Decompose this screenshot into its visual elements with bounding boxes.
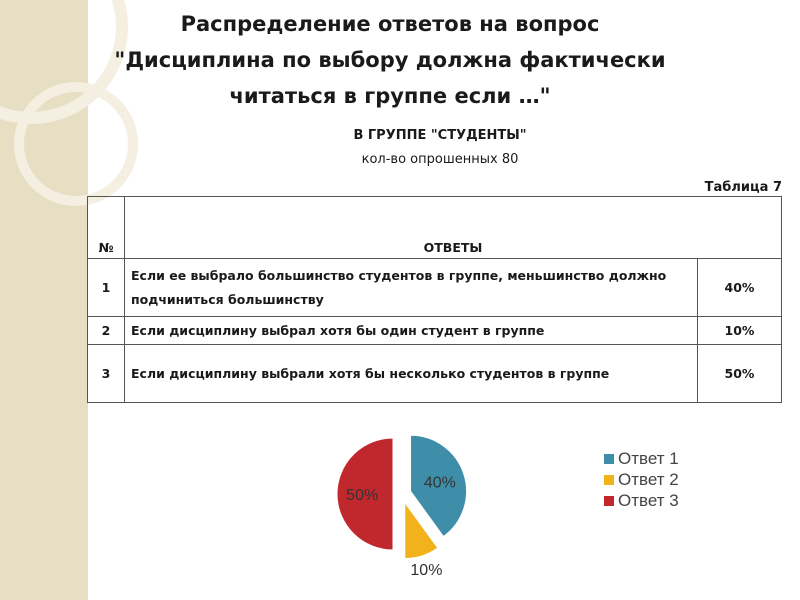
legend-swatch — [604, 475, 614, 485]
pie-slice-label: 50% — [346, 487, 379, 504]
answers-table — [87, 196, 782, 403]
table-caption: Таблица 7 — [704, 180, 782, 195]
legend-label: Ответ 2 — [618, 469, 679, 489]
row-percent: 10% — [698, 317, 782, 345]
page-title — [100, 6, 680, 114]
pie-slice-label: 40% — [423, 474, 456, 492]
table-row — [88, 317, 782, 345]
group-title: В ГРУППЕ "СТУДЕНТЫ" — [353, 128, 527, 143]
row-answer-text: Если дисциплину выбрал хотя бы один студент в группе — [125, 317, 698, 345]
row-answer-text: Если дисциплину выбрали хотя бы несколько студентов в группе — [125, 345, 698, 403]
pie-slice-label: 10% — [410, 562, 443, 580]
row-num: 3 — [88, 345, 125, 403]
table-row — [88, 345, 782, 403]
legend-swatch — [604, 454, 614, 464]
chart-legend — [604, 448, 679, 511]
row-percent: 50% — [698, 345, 782, 403]
legend-label: Ответ 1 — [618, 448, 679, 468]
respondents-count: кол-во опрошенных 80 — [361, 152, 519, 167]
table-row — [88, 259, 782, 317]
row-percent: 40% — [698, 259, 782, 317]
row-answer-text: Если ее выбрало большинство студентов в группе, меньшинство должно подчиниться большинству — [125, 259, 698, 317]
row-num: 1 — [88, 259, 125, 317]
table-header-row — [88, 197, 782, 259]
header-num: № — [88, 197, 125, 259]
legend-item — [604, 448, 679, 469]
page-title-line: "Дисциплина по выбору должна фактически — [114, 48, 666, 72]
legend-item — [604, 490, 679, 511]
legend-swatch — [604, 496, 614, 506]
page-title-line: читаться в группе если …" — [229, 84, 551, 108]
header-answers: ОТВЕТЫ — [125, 197, 782, 259]
page-title-line: Распределение ответов на вопрос — [180, 12, 600, 36]
pie-chart — [330, 418, 500, 580]
row-num: 2 — [88, 317, 125, 345]
legend-label: Ответ 3 — [618, 490, 679, 510]
legend-item — [604, 469, 679, 490]
